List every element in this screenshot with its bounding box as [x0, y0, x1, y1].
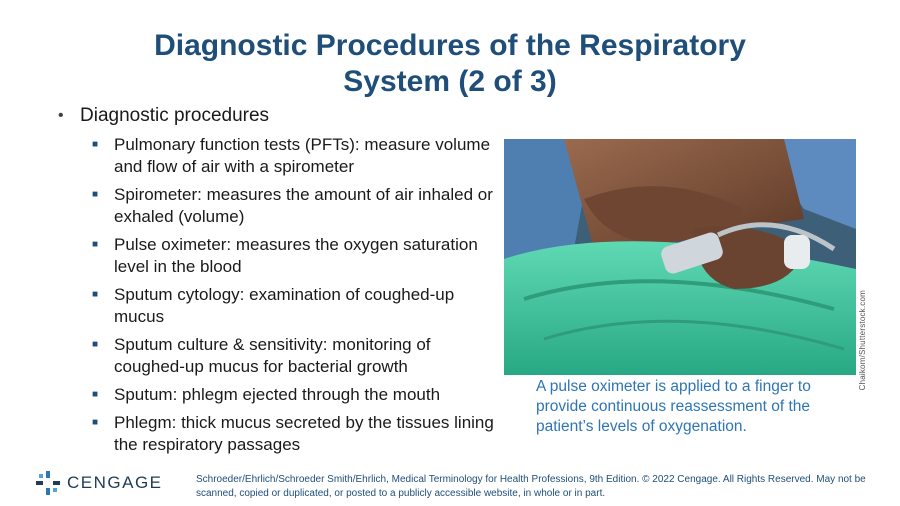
title-line-2: System (2 of 3) [343, 65, 557, 98]
square-bullet-icon: ■ [92, 417, 99, 428]
main-bullet-text: Diagnostic procedures [80, 105, 270, 126]
pulse-oximeter-photo [504, 139, 856, 375]
square-bullet-icon: ■ [92, 139, 99, 150]
sub-bullet: ■ Sputum culture & sensitivity: monitoring of coughed-up mucus for bacterial growth [92, 335, 431, 376]
square-bullet-icon: ■ [92, 189, 99, 200]
sub-bullet: ■ Spirometer: measures the amount of air inhaled or exhaled (volume) [92, 185, 493, 226]
sub-bullet: ■ Pulmonary function tests (PFTs): measure volume and flow of air with a spirometer [92, 135, 491, 176]
square-bullet-icon: ■ [92, 339, 99, 350]
square-bullet-icon: ■ [92, 389, 99, 400]
sub-bullet: ■ Phlegm: thick mucus secreted by the tissues lining the respiratory passages [92, 413, 494, 454]
photo-caption: A pulse oximeter is applied to a finger to provide continuous reassessment of the patient’s levels of oxygenation. [536, 378, 811, 435]
title-line-1: Diagnostic Procedures of the Respiratory [154, 29, 746, 62]
sub-bullet-list [58, 134, 498, 456]
sub-bullet: ■ Sputum cytology: examination of coughed-up mucus [92, 285, 455, 326]
photo-credit: Chaikom/Shutterstock.com [858, 290, 867, 391]
cengage-logo [35, 470, 163, 496]
sub-bullet: ■ Pulse oximeter: measures the oxygen saturation level in the blood [92, 235, 478, 276]
logo-text: CENGAGE [67, 473, 163, 492]
sub-bullet: ■ Sputum: phlegm ejected through the mouth [92, 385, 441, 404]
bullet-dot-icon: • [58, 107, 64, 124]
main-bullet [58, 104, 498, 128]
cengage-logo-icon [35, 470, 61, 496]
bullet-list [58, 104, 498, 462]
copyright-footer: Schroeder/Ehrlich/Schroeder Smith/Ehrlich, Medical Terminology for Health Professions, 9th Edition. © 2022 Cengage. All Rights Reserved. May not be scanned, copied or duplicated, or posted to a publicly accessible website, in whole or in part. [196, 474, 866, 499]
square-bullet-icon: ■ [92, 239, 99, 250]
slide-title [60, 28, 840, 100]
square-bullet-icon: ■ [92, 289, 99, 300]
